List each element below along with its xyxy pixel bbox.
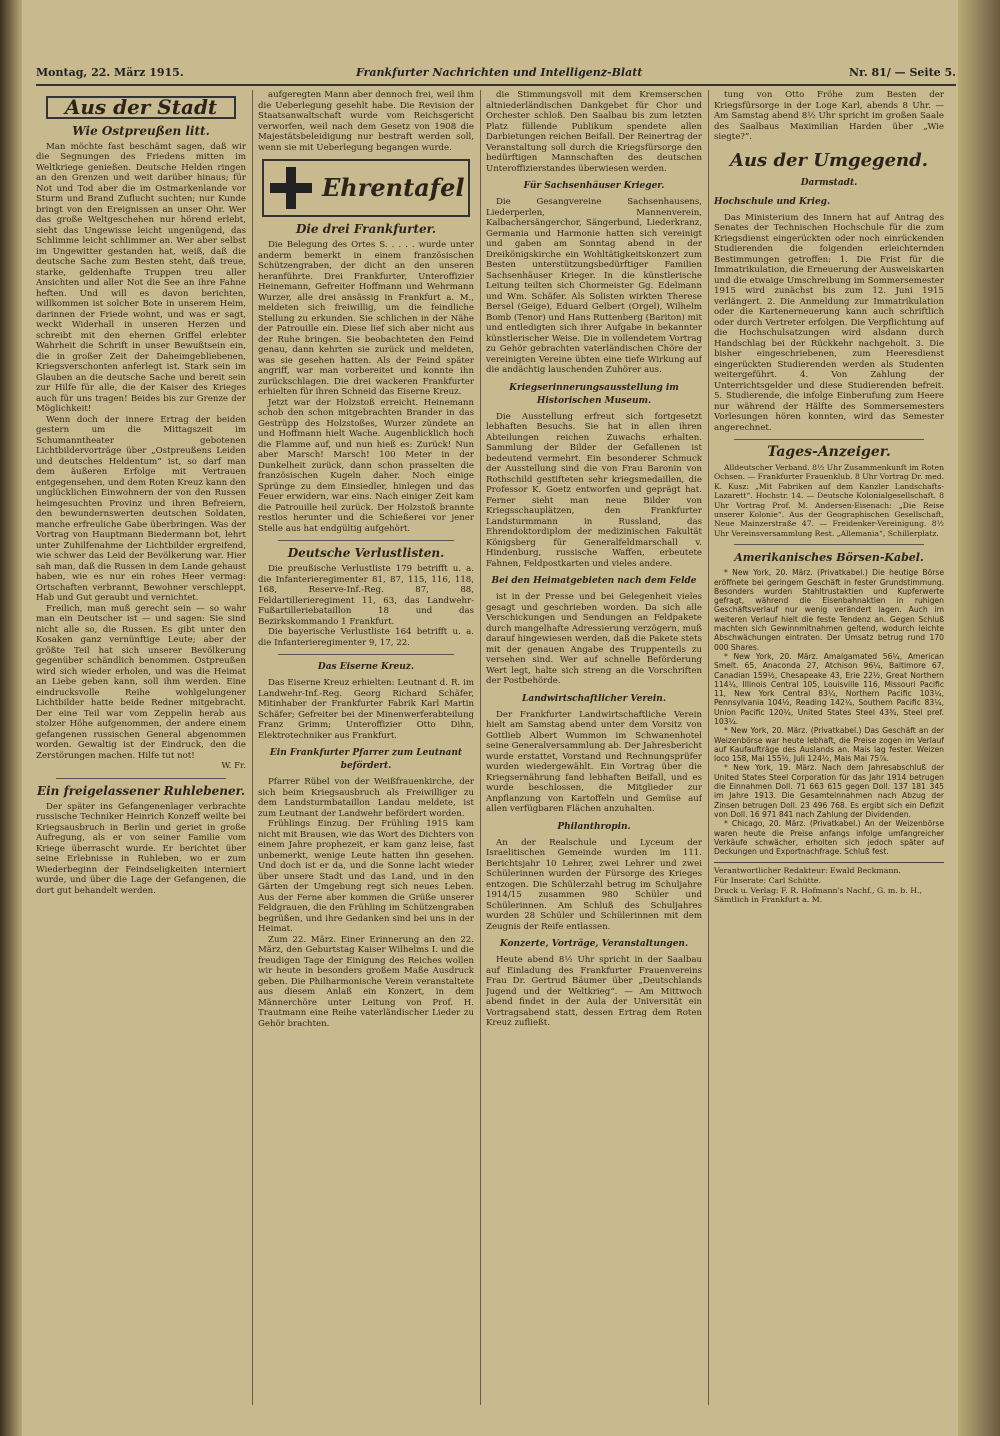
article-title: Konzerte, Vorträge, Veranstaltungen. [499,939,689,949]
article-paragraph: Die Belegung des Ortes S. . . . . wurde unter anderm bemerkt in einem französischen Schützengraben, der dicht an den unseren heranführte. Drei Frankfurter, Unteroffizier Heinemann, Gefreiter Hoffmann und Wehrmann Wurzer, alle drei ansässig in Frankfurt a. M., meldeten sich freiwillig, um die feindliche Stellung zu erkunden. Sie schlichen in der Nähe der Patrouille ein. Diese lief sich aber nicht aus der Ruhe bringen. Sie beobachteten den Feind genau, dann kehrten sie zurück und meldeten, was sie gesehen hatten. Als der Feind später angriff, war man vorbereitet und konnte ihn zurückschlagen. Die drei wackeren Frankfurter erhielten für ihren Schneid das Eiserne Kreuz. [258,240,474,397]
column-3 [486,90,702,1410]
article-title: Wie Ostpreußen litt. [72,123,210,138]
imprint-editor: Verantwortlicher Redakteur: Ewald Beckmann. [714,866,901,876]
ehrentafel-banner [262,159,470,217]
header-paper-name: Frankfurter Nachrichten und Intelligenz-Blatt [356,66,643,79]
article-title: Bei den Heimatgebieten nach dem Felde [491,576,697,586]
article-paragraph: Pfarrer Rübel von der Weißfrauenkirche, der sich beim Kriegsausbruch als Freiwilliger zu dem Landsturmbataillon Landau meldete, ist zum Leutnant der Landwehr befördert worden. [258,777,474,819]
article-title: Philanthropin. [557,821,631,832]
article-title: Das Eiserne Kreuz. [317,662,415,672]
article-paragraph: Zum 22. März. Einer Erinnerung an den 22. März, den Geburtstag Kaiser Wilhelms I. und die freudigen Tage der Einigung des Reiches wollen wir heute in besonders großem Maße Ausdruck geben. Die Philharmonische Verein veranstaltete aus diesem Anlaß ein Konzert, in dem Männerchöre unter Leitung von Prof. H. Trautmann eine Reihe vaterländischer Lieder zu Gehör brachten. [258,934,474,1029]
article-title: Ein Frankfurter Pfarrer zum Leutnant befördert. [269,748,463,771]
article-separator [278,540,454,541]
article-paragraph: Die Gesangvereine Sachsenhausens, Liederperlen, Mannenverein, Kalbachersängerchor, Sängerbund, Liederkranz, Germania und Harmonie hatten sich vereinigt und gaben am Sonntag abend in der Dreikönigskirche ein Wohltätigkeitskonzert zum Besten unterstützungsbedürftiger Familien Sachsenhäuser Krieger. In die künstlerische Leitung teilten sich Chormeister Gg. Edelmann und Wm. Schäfer. Als Solisten wirkten Therese Bersel (Geige), Eduard Gelbert (Orgel), Wilhelm Bomb (Tenor) und Hans Ruttenberg (Bariton) mit und entledigten sich ihrer Aufgabe in bekannter künstlerischer Weise. Die in vollendetem Vortrag zu Gehör gebrachten vaterländischen Chöre der vereinigten Vereine übten eine tiefe Wirkung auf die andächtig lauschenden Zuhörer aus. [486,197,702,375]
column-2 [258,90,474,1410]
article-signature: W. Fr. [221,761,246,771]
article-paragraph: An der Realschule und Lyceum der Israelitischen Gemeinde wurden im 111. Berichtsjahr 10 Lehrer, zwei Lehrer und zwei Schülerinnen wurden der Fürsorge des Krieges entzogen. Die Schülerzahl betrug im Schuljahre 1914/15 zusammen 980 Schüler und Schülerinnen. Am Schluß des Schuljahres wurden 28 Schüler und Schülerinnen mit dem Zeugnis der Reife entlassen. [486,837,702,932]
article-paragraph: Die Ausstellung erfreut sich fortgesetzt lebhaften Besuchs. Sie hat in allen ihren Abteilungen reichen Zuwachs erhalten. Sammlung der Bilder der Gefallenen ist bedeutend vermehrt. Ein besonderer Schmuck der Ausstellung sind die von Frau Baronin von Rothschild gestifteten sehr kriegsmedaillen, die Professor K. Goetz entworfen und geprägt hat. Ferner sieht man neue Bilder von Kriegsschauplätzen, den Frankfurter Landsturmmann in Russland, das Ehrendoktordiplom der medizinischen Fakultät Königsberg für Generalfeldmarschall v. Hindenburg, russische Waffen, erbeutete Fahnen, Feldpostkarten und vieles andere. [486,411,702,569]
header-page-number: Nr. 81/ — Seite 5. [849,66,956,79]
column-1 [36,90,246,1410]
place-heading: Darmstadt. [800,177,858,188]
article-paragraph: Heute abend 8½ Uhr spricht in der Saalbau auf Einladung des Frankfurter Frauenvereins Frau Dr. Gertrud Bäumer über „Deutschlands Jugend und der Weltkrieg“. — Am Mittwoch abend findet in der Aula der Universität ein Vortragsabend statt, dessen Ertrag dem Roten Kreuz zufließt. [486,955,702,1028]
page-edge [958,0,1000,1436]
iron-cross-icon [268,165,314,211]
article-separator [734,544,924,545]
article-title: Für Sachsenhäuser Krieger. [523,181,665,191]
column-rule [708,90,709,1405]
column-rule [252,90,253,1405]
imprint [714,862,944,904]
article-paragraph: Wenn doch der innere Ertrag der beiden gestern um die Mittagszeit im Schumanntheater gebotenen Lichtbildervorträge über „Ostpreußens Leiden und deutsches Heldentum“ ist, so darf man dem äußeren Erfolge mit Vertrauen entgegensehen, und dem Roten Kreuz kann den unglücklichen Einwohnern der von den Russen heimgesuchten Provinz und ihren Befreiern, den bewundernswerten deutschen Soldaten, manche erfreuliche Gabe überbringen. Was der Vortrag von Hauptmann Biedermann bot, lehrt unter Zuhilfenahme der Lichtbilder ergreifend, wie schwer das Leid der Bevölkerung war. Hier sah man, daß die Russen in dem Lande gehaust haben, wie es nur ein rohes Heer vermag: Ortschaften verbrannt, Bewohner verschleppt, Hab und Gut geraubt und vernichtet. [36,414,246,603]
article-title: Landwirtschaftlicher Verein. [522,693,666,704]
article-separator [278,654,454,655]
article-paragraph: tung von Otto Fröhe zum Besten der Kriegsfürsorge in der Loge Karl, abends 8 Uhr. — Am Samstag abend 8½ Uhr spricht im großen Saale des Saalbaus Maximilian Harden über „Wie siegte?“. [714,90,944,142]
article-title: Ein freigelassener Ruhlebener. [36,783,246,798]
article-paragraph: Alldeutscher Verband. 8½ Uhr Zusammenkunft im Roten Ochsen. — Frankfurter Frauenklub. 8 Uhr Vortrag Dr. med. K. Kusz: „Mit Fabriken auf dem Kanzler Landschafts-Lazarett“. Hochstr. 14. — Deutsche Kolonialgesellschaft. 8 Uhr Vortrag Prof. M. Andersen-Eisenach: „Die Reise unserer Kolonie“. Aus der Geographischen Gesellschaft, Neue Mainzerstraße 47. — Freidenker-Vereinigung. 8½ Uhr Vereinsversammlung Rest. „Allemania“, Schillerplatz. [714,463,944,538]
binding-edge [0,0,22,1436]
section-title-tages: Tages-Anzeiger. [767,444,891,460]
article-paragraph: * Chicago, 20. März. (Privatkabel.) An der Weizenbörse waren heute die Preise anfangs infolge umfangreicher Verkäufe schwächer, erholten sich jedoch später auf Deckungen und Exportnachfrage. Schluß fest. [714,819,944,857]
ehrentafel-title: Ehrentafel [322,172,465,202]
article-paragraph: * New York, 20. März. Amalgamated 56¼, American Smelt. 65, Anaconda 27, Atchison 96¼, Baltimore 67, Canadian 159½, Chesapeake 43, Erie 22½, Great Northern 114¼, Illinois Central 105, Louisville 116, Missouri Pacific 11, New York Central 83¼, Northern Pacific 103¼, Pennsylvania 104½, Reading 142¼, Southern Pacific 83¼, Union Pacific 120¼, United States Steel 43¾, Steel pref. 103¼. [714,651,944,726]
section-title-boerse: Amerikanisches Börsen-Kabel. [734,551,924,565]
article-paragraph: * New York, 20. März. (Privatkabel.) Das Geschäft an der Weizenbörse war heute lebhaft, die Preise zogen im Verlauf auf Kaufaufträge des Auslands an. Mais lag fester. Weizen loco 158, Mai 155½, Juli 124½, Mais Mai 75⅞. [714,726,944,764]
article-separator [56,778,226,779]
article-paragraph: ist in der Presse und bei Gelegenheit vieles gesagt und geschrieben worden. Da sich alle Verschickungen und Sendungen an Feldpakete durch mangelhafte Adressierung verzögern, muß darauf hingewiesen werden, daß die Pakete stets mit der genauen Angabe des Truppenteils zu versehen sind. Wer auf schnelle Beförderung Wert legt, halte sich streng an die Vorschriften der Postbehörde. [486,592,702,686]
article-paragraph: Jetzt war der Holzstoß erreicht. Heinemann schob den schon mitgebrachten Brander in das Gestrüpp des Holzstoßes, Wurzer zündete an und Hoffmann hielt Wache. Augenblicklich hoch die Flamme auf, und nun hieß es: Zurück! Nun aber Marsch! Marsch! 100 Meter in der Dunkelheit zurück, dann schon prasselten die französischen Kugeln daher. Noch einige Sprünge zu dem Einsiedler, hinlegen und das Feuer erwidern, war eins. Nach einiger Zeit kam die Patrouille heil zurück. Der Holzstoß brannte restlos herunter und die Schießerei vor jener Stelle aus hat endgültig aufgehört. [258,397,474,534]
article-paragraph: * New York, 20. März. (Privatkabel.) Die heutige Börse eröffnete bei geringem Geschäft in fester Grundstimmung. Besonders wurden Stahltrustaktien und Kupferwerte gefragt, während die Eisenbahnaktien in ruhigen Geschäftsverlauf nur wenig verändert lagen. Auch im weiteren Verlauf hielt die feste Tendenz an. Gegen Schluß machten sich Gewinnmitnahmen geltend, wodurch leichte Abschwächungen eintraten. Der Umsatz betrug rund 170 000 Shares. [714,568,944,652]
article-paragraph: Das Eiserne Kreuz erhielten: Leutnant d. R. im Landwehr-Inf.-Reg. Georg Richard Schäfer, Mitinhaber der Frankfurter Fabrik Karl Martin Schäfer; Gefreiter bei der Minenwerferabteilung Franz Grimm; Unteroffizier Otto Dihn, Elektrotechniker aus Frankfurt. [258,678,474,741]
article-paragraph: aufgeregten Mann aber dennoch frei, weil ihm die Ueberlegung gesehlt habe. Die Revision der Staatsanwaltschaft wurde vom Reichsgericht verworfen, weil nach dem Gesetz von 1908 die Majestätsbeleidigung nur bestraft werden soll, wenn sie mit Ueberlegung begangen wurde. [258,90,474,153]
article-paragraph: Die bayerische Verlustliste 164 betrifft u. a. die Infanterieregimenter 9, 17, 22. [258,627,474,648]
header-date: Montag, 22. März 1915. [36,66,184,79]
header-rule [36,84,956,86]
article-title: Die drei Frankfurter. [295,222,437,236]
article-paragraph: Freilich, man muß gerecht sein — so wahr man ein Deutscher ist — und sagen: Sie sind nicht alle so, die Russen. Es gibt unter den Kosaken ganz vernünftige Leute; aber der größte Teil hat sich unserer Bevölkerung gegenüber schändlich benommen. Ostpreußen wird sich wieder erholen, und was die Heimat an Liebe geben kann, soll ihm werden. Eine eindrucksvolle Reihe wohlgelungener Lichtbilder hatte beide Redner mitgebracht. Der eine Teil war vom Zeppelin herab aus stolzer Höhe aufgenommen, der andere einem gefangenen russischen General abgenommen worden. Gewaltig ist der Eindruck, den die Zerstörungen machen. Hilfe tut not! [36,603,246,761]
section-title-city: Aus der Stadt [46,96,236,119]
article-paragraph: * New York, 19. März. Nach dem Jahresabschluß der United States Steel Corporation für das Jahr 1914 betrugen die Einnahmen Doll. 71 663 615 gegen Doll. 137 181 345 im Jahre 1913. Die Gesamteinnahmen nach Abzug der Zinsen betrugen Doll. 23 496 768. Es ergibt sich ein Defizit von Doll. 16 971 841 nach Zahlung der Dividenden. [714,763,944,819]
column-rule [480,90,481,1405]
article-paragraph: Das Ministerium des Innern hat auf Antrag des Senates der Technischen Hochschule für die zum Kriegsdienst eingerückten oder noch einrückenden Studierenden die folgenden erleichternden Bestimmungen getroffen: 1. Die Frist für die Immatrikulation, die Erneuerung der Ausweiskarten und die etwaige Umschreibung im Sommersemester 1915 wird zunächst bis zum 12. Juni 1915 verlängert. 2. Die Anmeldung zur Immatrikulation oder die Kartenerneuerung kann auch schriftlich oder durch Vertreter erfolgen. Die Verpflichtung auf die Hochschulsatzungen wird alsdann durch Handschlag bei der Rückkehr nachgeholt. 3. Die bisher eingeschriebenen, zum Heeresdienst eingerückten Studierenden werden als Studenten weitergeführt. 4. Von Zahlung der Unterrichtsgelder und diese Studierenden befreit. 5. Studierende, die infolge Einberufung zum Heere nur während der Hälfte des Sommersemesters Vorlesungen hören konnten, wird das Semester angerechnet. [714,212,944,433]
imprint-publisher: Druck u. Verlag: F. R. Hofmann's Nachf., G. m. b. H., [714,885,922,895]
article-title: Kriegserinnerungsausstellung im Historischen Museum. [509,382,679,406]
article-paragraph: die Stimmungsvoll mit dem Kremserschen altniederländischen Dankgebet für Chor und Orchester schloß. Den Saalbau bis zum letzten Platz füllende Publikum spendete allen Darbietungen reichen Beifall. Der Reinertrag der Veranstaltung soll durch die Kriegsfürsorge den bedürftigen Mannschaften des deutschen Unteroffizierstandes überwiesen werden. [486,90,702,174]
article-title: Deutsche Verlustlisten. [287,546,445,560]
section-title-region: Aus der Umgegend. [730,149,928,171]
article-paragraph: Der später ins Gefangenenlager verbrachte russische Techniker Heinrich Konzeff weilte bei Kriegsausbruch in Berlin und geriet in große Aufregung, als er von seiner Familie vom Kriege überrascht wurde. Er berichtet über seine Erlebnisse in Ruhleben, wo er zum Wiederbeginn der Feindseligkeiten interniert wurde, und über die Lage der Gefangenen, die dort gut behandelt werden. [36,801,246,896]
imprint-place: Sämtlich in Frankfurt a. M. [714,895,823,905]
article-separator [734,439,924,440]
article-title: Hochschule und Krieg. [714,196,831,207]
article-paragraph: Die preußische Verlustliste 179 betrifft u. a. die Infanterieregimenter 81, 87, 115, 116, 118, 168, Reserve-Inf.-Reg. 87, 88, Feldartillerieregiment 11, 63, das Landwehr-Fußartilleriebataillon 18 und das Bezirkskommando 1 Frankfurt. [258,564,474,627]
column-4 [714,90,944,1410]
article-paragraph: Man möchte fast beschämt sagen, daß wir die Segnungen des Friedens mitten im Weltkriege genießen. Deutsche Helden ringen an den Grenzen und weit darüber hinaus; für Not und Tod aber die im Ostmarkenlande vor Sturm und Brand Zuflucht suchten; nur Kunde bringt von den Ereignissen an unser Ohr. Wer das große Weltgeschehen nur hörend erlebt, sieht das Ungewisse leicht ungenügend, das Schlimme leicht schlimmer an. Wer aber selbst im Ungewitter gestanden hat, weiß, daß die deutsche Sache zum Besten steht, daß treue, starke, geldenhafte Truppen treu aller Ansichten und aller Not die See an ihre Fahne heften. Und will es davon berichten, willkommen ist solcher Bote in unserem Heim, darinnen der Friede wohnt, und was er sagt, weckt Widerhall in unseren Herzen und schreibt mit den ehernen Griffel erlebter Wahrheit die Schrift in unser Bewußtsein ein, die in großer Zeit der Daheimgebliebenen, Kriegsverschonten anferlegt ist. Stark sein im Glauben an die deutsche Sache und bereit sein zur Hilfe für alle, die der Kaiser des Krieges auch für uns tragen! Beides bis zur Grenze der Möglichkeit! [36,141,246,414]
page-header [36,66,956,82]
article-paragraph: Der Frankfurter Landwirtschaftliche Verein hielt am Samstag abend unter dem Vorsitz von Gottlieb Albert Wummon im Schwanenhotel seine Generalversammlung ab. Der Jahresbericht wurde erstattet, Vorstand und Rechnungsprüfer wurden wiedergewählt. Ein Vortrag über die Kriegsernährung fand lebhaften Beifall, und es wurde beschlossen, die Mitglieder zur Anpflanzung von Kartoffeln und Gemüse auf allen verfügbaren Flächen anzuhalten. [486,709,702,814]
article-paragraph: Frühlings Einzug. Der Frühling 1915 kam nicht mit Brausen, wie das Wort des Dichters von einem Jahre prophezeit, er kam ganz leise, fast unbemerkt, wenige Leute hatten ihn gesehen. Und doch ist er da, und die Sonne lacht wieder über unsere Stadt und das Land, und in den Gärten der Umgebung regt sich neues Leben. Aus der Ferne aber kommen die Grüße unserer Feldgrauen, die den Frühling im Schützengraben begrüßen, und ihre Gedanken sind bei uns in der Heimat. [258,819,474,934]
imprint-ads: Für Inserate: Carl Schütte. [714,876,822,886]
